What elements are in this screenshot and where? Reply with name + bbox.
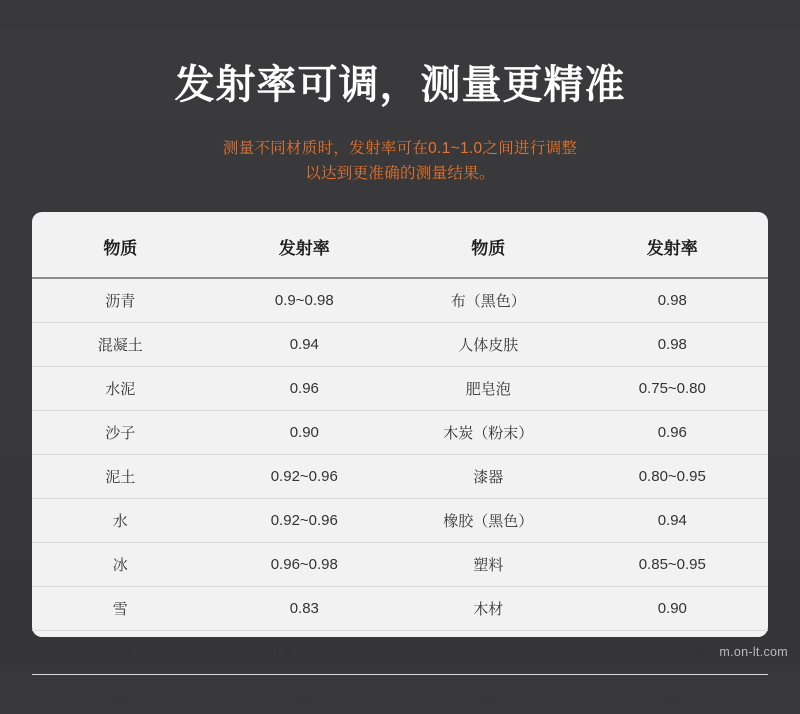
- cell-material-1: 沥青: [32, 278, 209, 323]
- column-header-emissivity-2: 发射率: [646, 238, 698, 258]
- cell-material-2: 塑料: [400, 542, 577, 586]
- cell-material-1: 泥土: [32, 454, 209, 498]
- cell-material-1: 沙子: [32, 410, 209, 454]
- column-header-emissivity-1: 发射率: [278, 238, 330, 258]
- site-watermark: m.on-lt.com: [719, 644, 788, 659]
- cell-material-1: 混凝土: [32, 322, 209, 366]
- cell-material-2: 漆器: [400, 454, 577, 498]
- table-row: [32, 630, 768, 674]
- cell-material-1: 水: [32, 498, 209, 542]
- page-root: [0, 27, 800, 703]
- cell-material-2: 人体皮肤: [400, 322, 577, 366]
- cell-emissivity-2: 0.98: [577, 322, 768, 366]
- cell-emissivity-1: 0.90~0.95: [209, 630, 400, 674]
- cell-emissivity-2: 0.96: [577, 410, 768, 454]
- cell-material-2: 橡胶（黑色）: [400, 498, 577, 542]
- cell-emissivity-1: 0.96~0.98: [209, 542, 400, 586]
- cell-continuation-4: …: [663, 685, 681, 703]
- cell-emissivity-2: 0.70~0.94: [577, 630, 768, 674]
- table-row: [32, 454, 768, 498]
- cell-material-1: 水泥: [32, 366, 209, 410]
- subtitle-line-1: 测量不同材质时，发射率可在0.1~1.0之间进行调整: [222, 139, 578, 157]
- emissivity-table: [32, 212, 768, 714]
- cell-emissivity-1: 0.94: [209, 322, 400, 366]
- cell-material-2: 布（黑色）: [400, 278, 577, 323]
- cell-emissivity-2: 0.85~0.95: [577, 542, 768, 586]
- cell-emissivity-2: 0.80~0.95: [577, 454, 768, 498]
- table-row: [32, 542, 768, 586]
- cell-material-2: 纸: [400, 630, 577, 674]
- cell-emissivity-1: 0.90: [209, 410, 400, 454]
- cell-emissivity-1: 0.92~0.96: [209, 454, 400, 498]
- table-header: [32, 212, 768, 278]
- cell-emissivity-2: 0.90: [577, 586, 768, 630]
- table-header-row: [32, 212, 768, 278]
- cell-material-1: 冰: [32, 542, 209, 586]
- cell-emissivity-1: 0.83: [209, 586, 400, 630]
- table-body: [32, 278, 768, 714]
- cell-emissivity-2: 0.94: [577, 498, 768, 542]
- column-header-material-1: 物质: [103, 238, 138, 258]
- cell-continuation-2: …: [295, 685, 313, 703]
- cell-emissivity-1: 0.92~0.96: [209, 498, 400, 542]
- cell-continuation-3: …: [479, 685, 497, 703]
- cell-emissivity-1: 0.96: [209, 366, 400, 410]
- table-row: [32, 586, 768, 630]
- cell-material-1: 雪: [32, 586, 209, 630]
- cell-continuation-1: …: [111, 685, 129, 703]
- page-subtitle: [0, 136, 800, 187]
- table-row: [32, 322, 768, 366]
- table-row: [32, 498, 768, 542]
- cell-material-2: 木炭（粉末）: [400, 410, 577, 454]
- cell-material-1: 玻璃: [32, 630, 209, 674]
- table-row: [32, 278, 768, 323]
- cell-emissivity-2: 0.98: [577, 278, 768, 323]
- table-continuation-row: [32, 674, 768, 714]
- cell-emissivity-2: 0.75~0.80: [577, 366, 768, 410]
- subtitle-line-2: 以达到更准确的测量结果。: [305, 165, 495, 183]
- cell-material-2: 木材: [400, 586, 577, 630]
- table-row: [32, 410, 768, 454]
- page-title: 发射率可调，测量更精准: [174, 62, 626, 107]
- cell-material-2: 肥皂泡: [400, 366, 577, 410]
- column-header-material-2: 物质: [471, 238, 506, 258]
- table-row: [32, 366, 768, 410]
- cell-emissivity-1: 0.9~0.98: [209, 278, 400, 323]
